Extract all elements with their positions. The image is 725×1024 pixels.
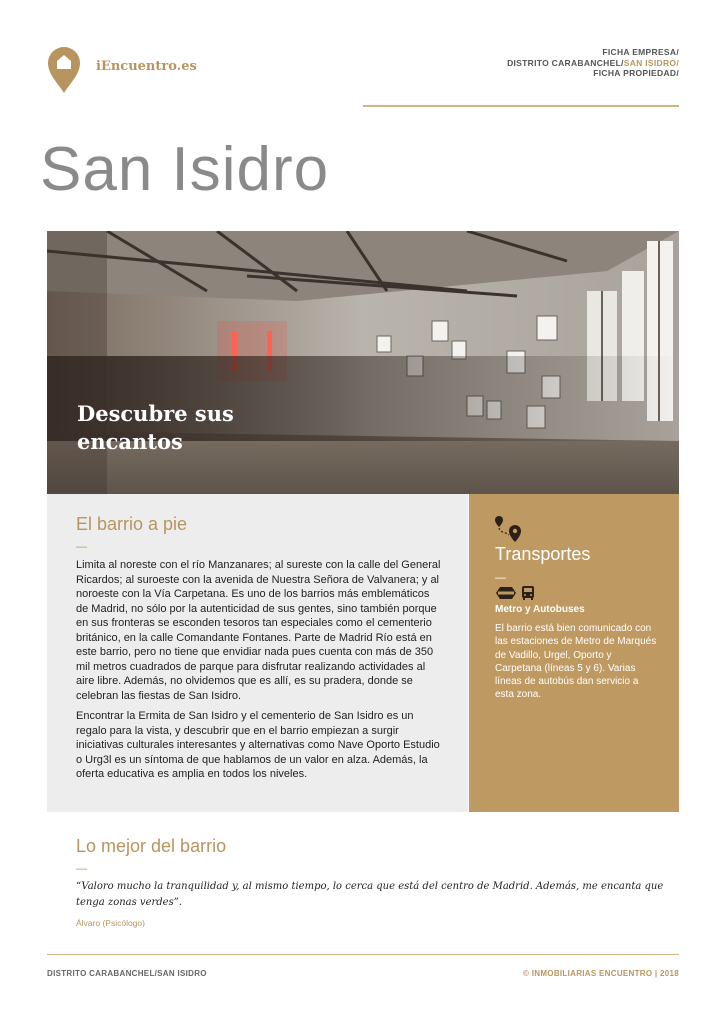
metro-icon (495, 586, 517, 600)
section-dash: — (495, 572, 506, 584)
page-title: San Isidro (40, 135, 330, 204)
testimonial-author: Álvaro (Psicólogo) (76, 918, 145, 928)
breadcrumb (507, 47, 679, 79)
barrio-paragraph: Encontrar la Ermita de San Isidro y el cementerio de San Isidro es un regalo para la vista, y descubrir que en el barrio empiezan a surgir iniciativas culturales interesantes y alternativas como Nave Oporto Estudio o Urg3l es un síntoma de que hablamos de un valor en alza. Además, la oferta educativa es amplia en todos los niveles. (76, 710, 440, 780)
transportes-subheading: Metro y Autobuses (495, 604, 585, 615)
breadcrumb-current[interactable]: SAN ISIDRO/ (623, 57, 679, 68)
bus-icon (521, 585, 535, 601)
route-pin-icon (494, 515, 524, 543)
section-dash: — (76, 863, 87, 875)
location-pin-icon (47, 46, 81, 94)
footer-location: DISTRITO CARABANCHEL/SAN ISIDRO (47, 969, 207, 978)
barrio-heading: El barrio a pie (76, 514, 188, 534)
mejor-heading: Lo mejor del barrio (76, 836, 227, 856)
hero-caption-line: encantos (77, 429, 183, 454)
transportes-heading: Transportes (495, 544, 591, 564)
hero-caption-line: Descubre sus (77, 401, 234, 426)
logo-text[interactable]: iEncuentro.es (96, 59, 197, 74)
hero-caption (77, 400, 337, 456)
breadcrumb-item (507, 58, 679, 69)
barrio-body (76, 558, 442, 788)
breadcrumb-district[interactable]: DISTRITO CARABANCHEL/ (507, 57, 624, 68)
barrio-paragraph: Limita al noreste con el río Manzanares; al sureste con la calle del General Ricardos; al suroeste con la avenida de Nuestra Señora de Valvanera; y al noroeste con la Vía Carpetana. Es uno de los barrios más emblemáticos de Madrid, no sólo por la autenticidad de sus gentes, sino también porque en sus fronteras se esconden tesoros tan especiales como el cementerio británico, en la calle Comandante Fontanes. Parte de Madrid Río está en este barrio, pero no tiene que envidiar nada pues cuenta con más de 350 mil metros cuadrados de parque para disfrutar realizando actividades al aire libre. Además, no olvidemos que es allí, es su pradera, donde se celebran las fiestas de San Isidro. (76, 559, 441, 702)
footer-copyright: © INMOBILIARIAS ENCUENTRO | 2018 (523, 969, 679, 978)
testimonial-quote: “Valoro mucho la tranquilidad y, al mismo tiempo, lo cerca que está del centro de Madrid. Además, me encanta que tenga zonas verdes”. (76, 881, 664, 908)
section-dash: — (76, 541, 87, 553)
breadcrumb-item[interactable]: FICHA PROPIEDAD/ (593, 68, 679, 78)
breadcrumb-item[interactable]: FICHA EMPRESA/ (602, 47, 679, 57)
transportes-body: El barrio está bien comunicado con las estaciones de Metro de Marqués de Vadillo, Urgel, Oporto y Carpetana (líneas 5 y 6). Varias líneas de autobús dan servicio a esta zona. (495, 623, 657, 701)
header-divider (363, 105, 679, 107)
footer-divider (47, 954, 679, 955)
